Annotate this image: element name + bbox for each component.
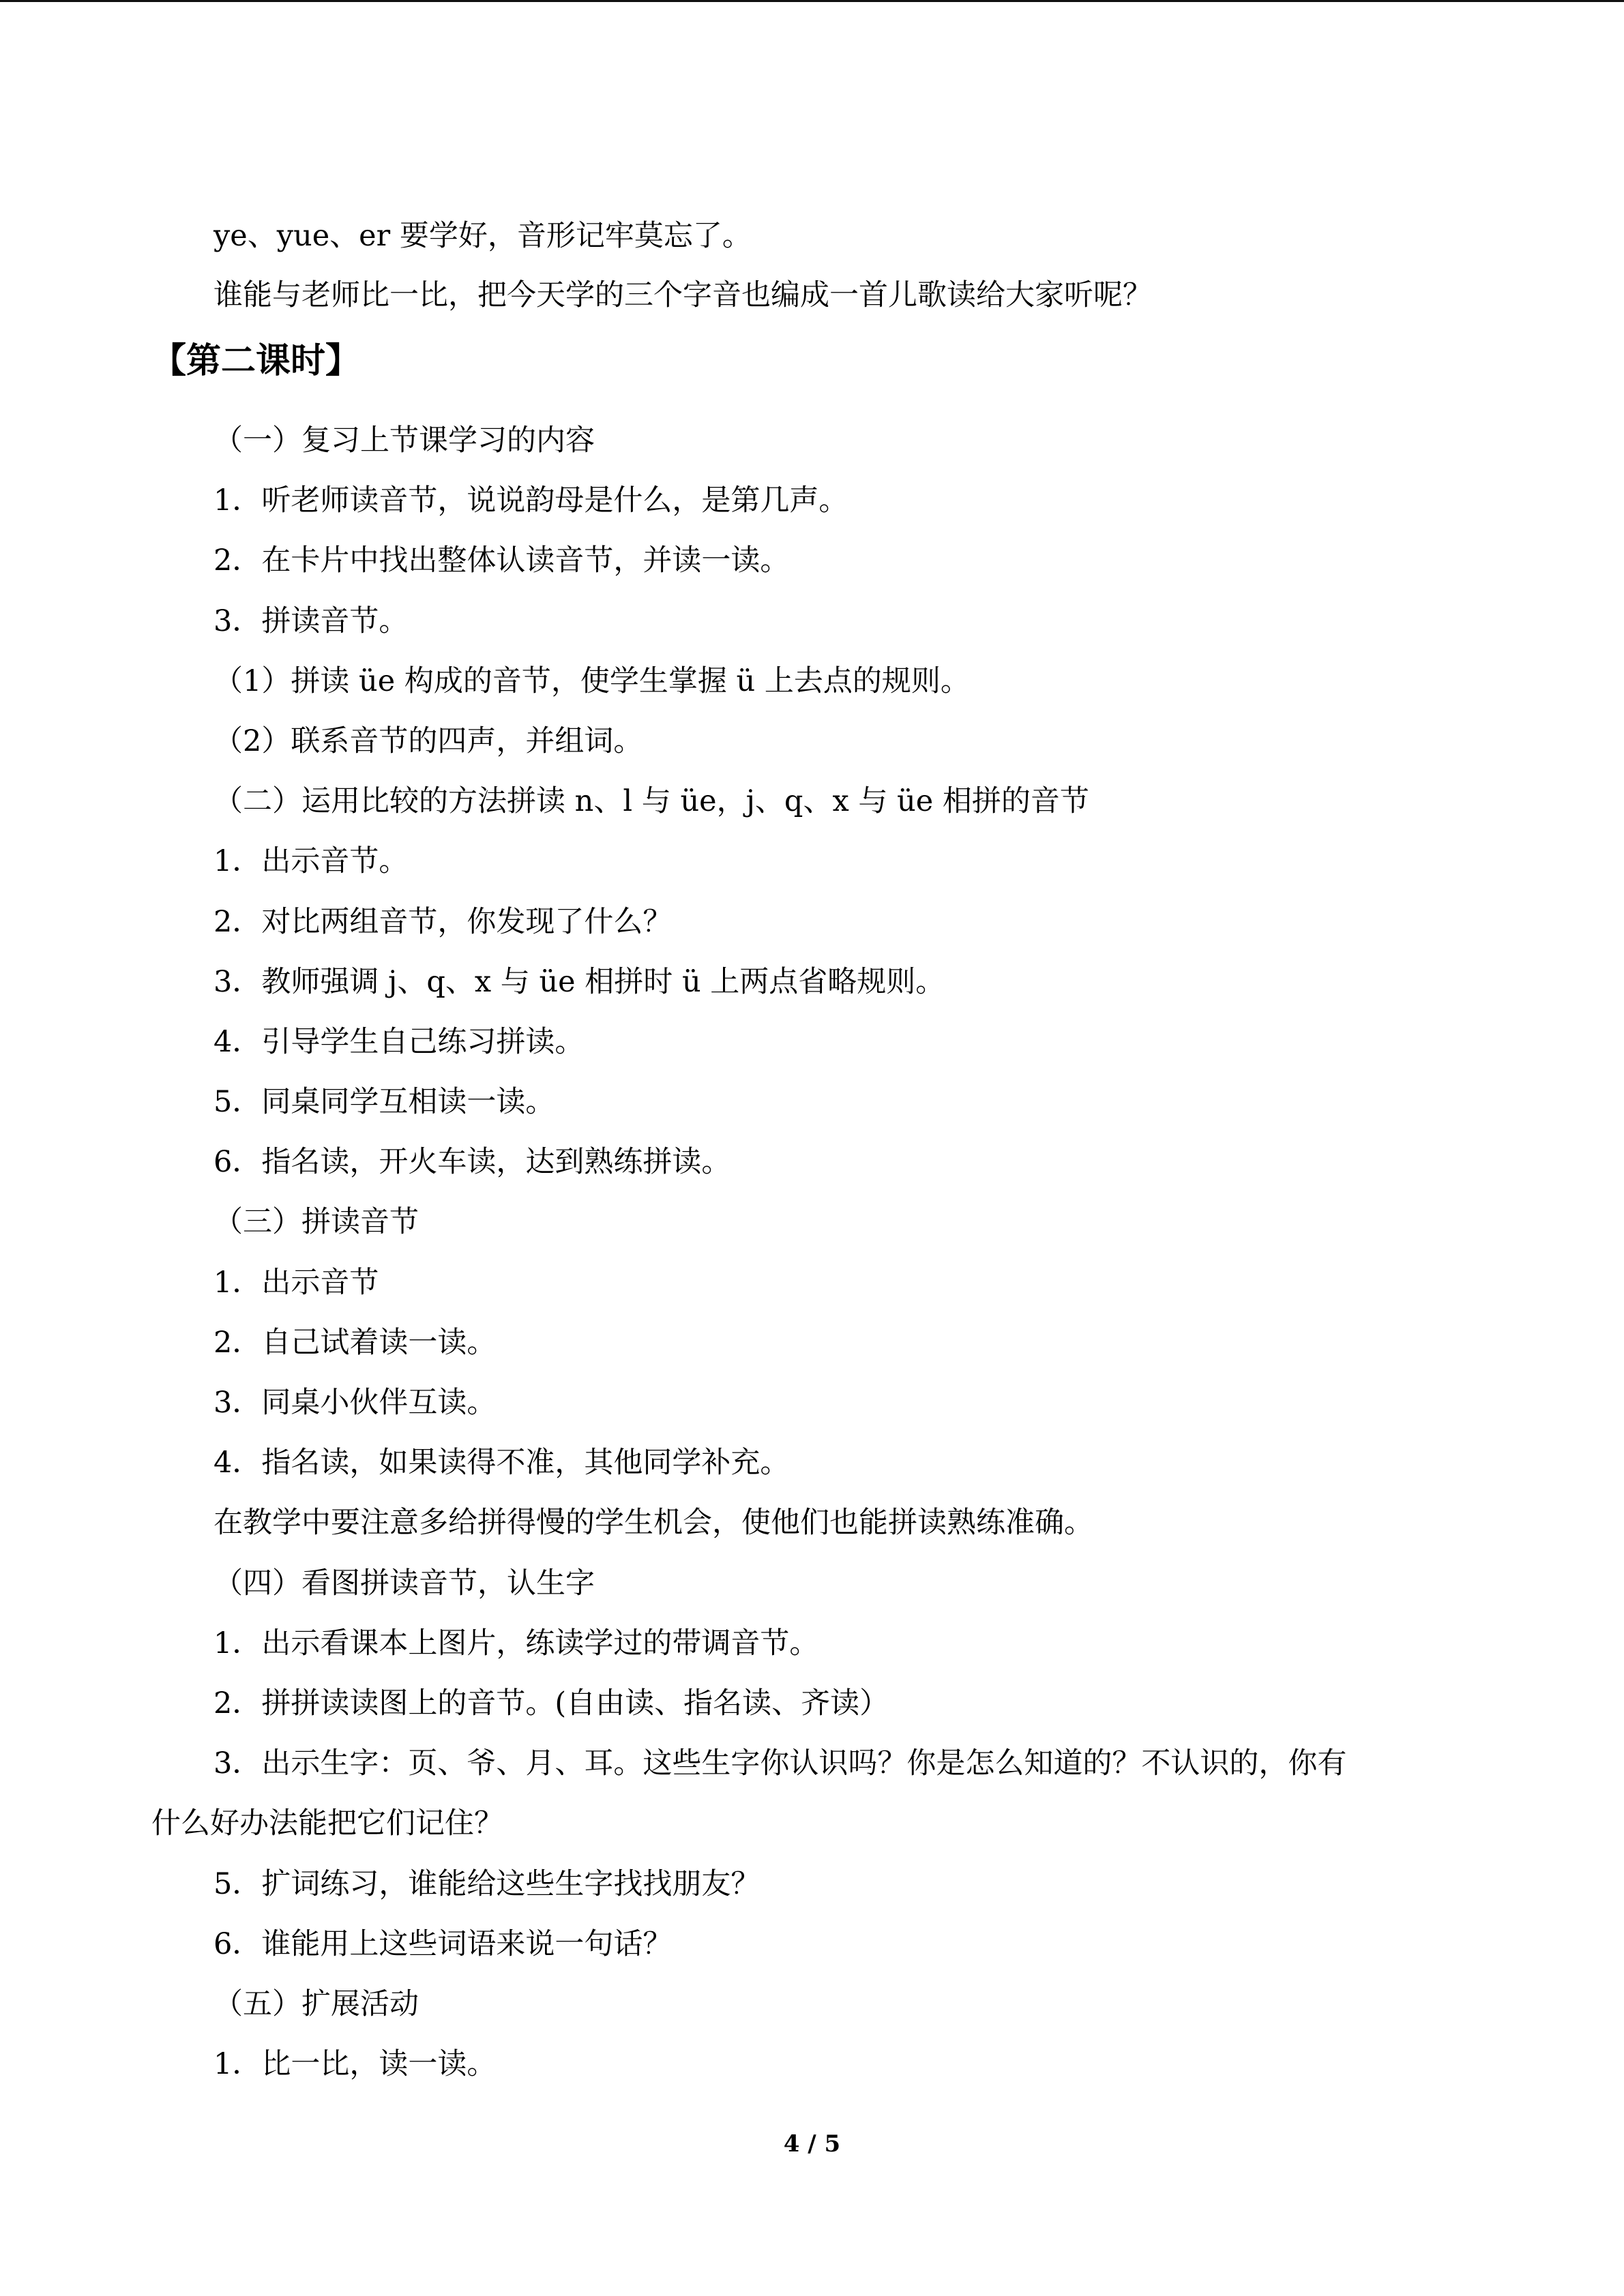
text-line: 6．指名读，开火车读，达到熟练拼读。 bbox=[213, 1145, 731, 1179]
text-line: 5．同桌同学互相读一读。 bbox=[213, 1085, 555, 1119]
text-line: 1．听老师读音节，说说韵母是什么，是第几声。 bbox=[213, 483, 848, 518]
subsection-title: （二）运用比较的方法拼读 n、l 与 üe，j、q、x 与 üe 相拼的音节 bbox=[213, 784, 1089, 818]
text-line: 1．出示音节 bbox=[213, 1266, 379, 1300]
subsection-title: （五）扩展活动 bbox=[213, 1987, 419, 2021]
text-line: 什么好办法能把它们记住？ bbox=[151, 1806, 503, 1840]
text-line: 3．拼读音节。 bbox=[213, 604, 409, 638]
text-line: 6．谁能用上这些词语来说一句话？ bbox=[213, 1927, 673, 1961]
text-line: （2）联系音节的四声，并组词。 bbox=[213, 724, 643, 758]
subsection-title: （四）看图拼读音节，认生字 bbox=[213, 1566, 595, 1600]
text-line: 1．出示看课本上图片，练读学过的带调音节。 bbox=[213, 1626, 819, 1660]
text-line: 2．在卡片中找出整体认读音节，并读一读。 bbox=[213, 543, 790, 578]
text-line: 2．对比两组音节，你发现了什么？ bbox=[213, 905, 673, 939]
text-line: 4．指名读，如果读得不准，其他同学补充。 bbox=[213, 1446, 790, 1480]
text-line: 在教学中要注意多给拼得慢的学生机会，使他们也能拼读熟练准确。 bbox=[213, 1506, 1093, 1540]
text-line: （1）拼读 üe 构成的音节，使学生掌握 ü 上去点的规则。 bbox=[213, 664, 970, 698]
text-line: 2．拼拼读读图上的音节。(自由读、指名读、齐读） bbox=[213, 1686, 889, 1720]
text-line: 2．自己试着读一读。 bbox=[213, 1326, 497, 1360]
page-number: 4 / 5 bbox=[783, 2130, 841, 2158]
text-line: 3．同桌小伙伴互读。 bbox=[213, 1386, 497, 1420]
subsection-title: （一）复习上节课学习的内容 bbox=[213, 423, 595, 458]
text-line: 1．比一比，读一读。 bbox=[213, 2047, 497, 2081]
text-line: 谁能与老师比一比，把今天学的三个字音也编成一首儿歌读给大家听呢？ bbox=[213, 278, 1152, 312]
subsection-title: （三）拼读音节 bbox=[213, 1205, 419, 1239]
text-line: 3．出示生字：页、爷、月、耳。这些生字你认识吗？你是怎么知道的？不认识的，你有 bbox=[213, 1746, 1347, 1780]
text-line: 3．教师强调 j、q、x 与 üe 相拼时 ü 上两点省略规则。 bbox=[213, 965, 945, 999]
text-line: 5．扩词练习，谁能给这些生字找找朋友？ bbox=[213, 1867, 761, 1901]
section-heading: 【第二课时】 bbox=[151, 341, 361, 381]
text-line: 4．引导学生自己练习拼读。 bbox=[213, 1025, 585, 1059]
text-line: 1．出示音节。 bbox=[213, 844, 409, 878]
text-line: ye、yue、er 要学好，音形记牢莫忘了。 bbox=[213, 219, 752, 253]
